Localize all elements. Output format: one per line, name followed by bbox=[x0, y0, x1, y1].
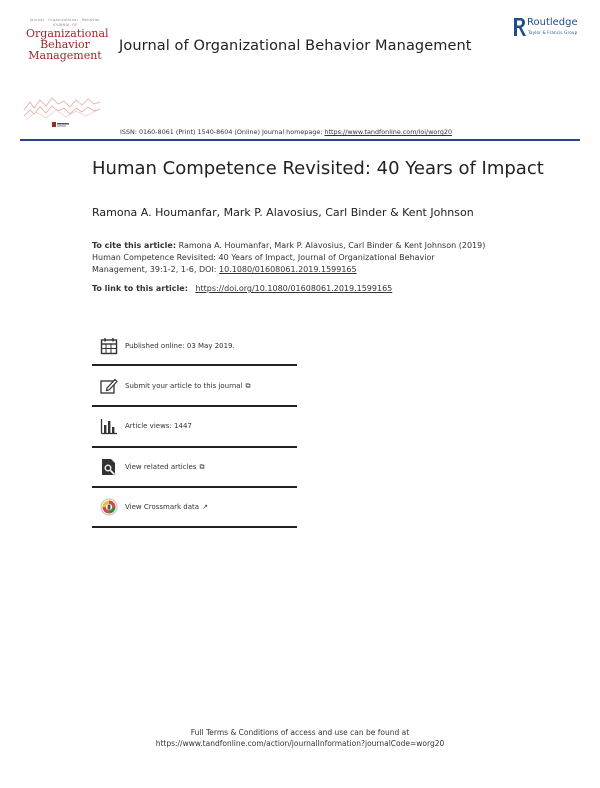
publisher-logo bbox=[512, 16, 592, 42]
routledge-r-icon bbox=[512, 16, 526, 38]
crossmark-link[interactable]: View Crossmark data ↗ bbox=[125, 503, 208, 511]
article-authors: Ramona A. Houmanfar, Mark P. Alavosius, Carl Binder & Kent Johnson bbox=[92, 206, 474, 219]
crossmark-icon bbox=[100, 498, 118, 516]
publisher-tagline: Taylor & Francis Group bbox=[528, 30, 578, 35]
journal-homepage-link[interactable]: https://www.tandfonline.com/loi/worg20 bbox=[324, 128, 453, 136]
journal-cover-thumbnail bbox=[22, 92, 102, 132]
related-articles-row[interactable] bbox=[92, 446, 297, 486]
logo-small-line-2: JOURNAL OF bbox=[52, 23, 78, 27]
journal-name: Journal of Organizational Behavior Management bbox=[119, 38, 472, 54]
header-divider bbox=[20, 139, 580, 141]
link-label: To link to this article: bbox=[92, 284, 188, 293]
published-online-row bbox=[92, 325, 297, 365]
logo-title-line-1: Organizational bbox=[26, 27, 109, 40]
submit-article-row[interactable] bbox=[92, 365, 297, 405]
crossmark-row[interactable] bbox=[92, 486, 297, 526]
citation-block bbox=[92, 240, 492, 276]
logo-title-line-3: Management bbox=[28, 49, 102, 62]
info-divider bbox=[92, 526, 297, 528]
issn-line bbox=[120, 128, 452, 136]
cite-doi-link[interactable]: 10.1080/01608061.2019.1599165 bbox=[219, 265, 357, 274]
cite-label: To cite this article: bbox=[92, 241, 177, 250]
footer bbox=[0, 727, 600, 749]
logo-small-line-1: Journal · Organizational · Behavior bbox=[29, 18, 101, 22]
external-link-icon: ↗ bbox=[202, 503, 208, 511]
logo-title-line-2: Behavior bbox=[40, 38, 90, 51]
related-articles-link[interactable]: View related articles ⧉ bbox=[125, 463, 205, 471]
journal-logo bbox=[26, 18, 109, 74]
submit-article-link[interactable]: Submit your article to this journal ⧉ bbox=[125, 382, 251, 390]
cite-text: Ramona A. Houmanfar, Mark P. Alavosius, Carl Binder & Kent Johnson (2019) Human Competence Revisited: 40 Years of Impact, Journal of Organizational Behavior Management, 39:1-2, 1-6, DOI: bbox=[92, 241, 486, 274]
article-title: Human Competence Revisited: 40 Years of Impact bbox=[92, 158, 544, 179]
issn-text: ISSN: 0160-8061 (Print) 1540-8604 (Online) Journal homepage: bbox=[120, 128, 323, 136]
search-document-icon bbox=[100, 458, 118, 476]
footer-line-1: Full Terms & Conditions of access and use can be found at bbox=[190, 728, 410, 737]
article-link-line bbox=[92, 284, 392, 293]
external-link-icon: ⧉ bbox=[245, 382, 251, 390]
article-views-text: Article views: 1447 bbox=[125, 422, 192, 430]
footer-terms-link[interactable]: https://www.tandfonline.com/action/journalInformation?journalCode=worg20 bbox=[155, 739, 445, 748]
edit-icon bbox=[100, 377, 118, 395]
bar-chart-icon bbox=[100, 417, 118, 435]
calendar-icon bbox=[100, 337, 118, 355]
published-online-text: Published online: 03 May 2019. bbox=[125, 342, 235, 350]
article-doi-link[interactable]: https://doi.org/10.1080/01608061.2019.1599165 bbox=[195, 284, 393, 293]
article-views-row bbox=[92, 405, 297, 445]
external-link-icon: ⧉ bbox=[199, 463, 205, 471]
publisher-name: Routledge bbox=[527, 17, 578, 28]
